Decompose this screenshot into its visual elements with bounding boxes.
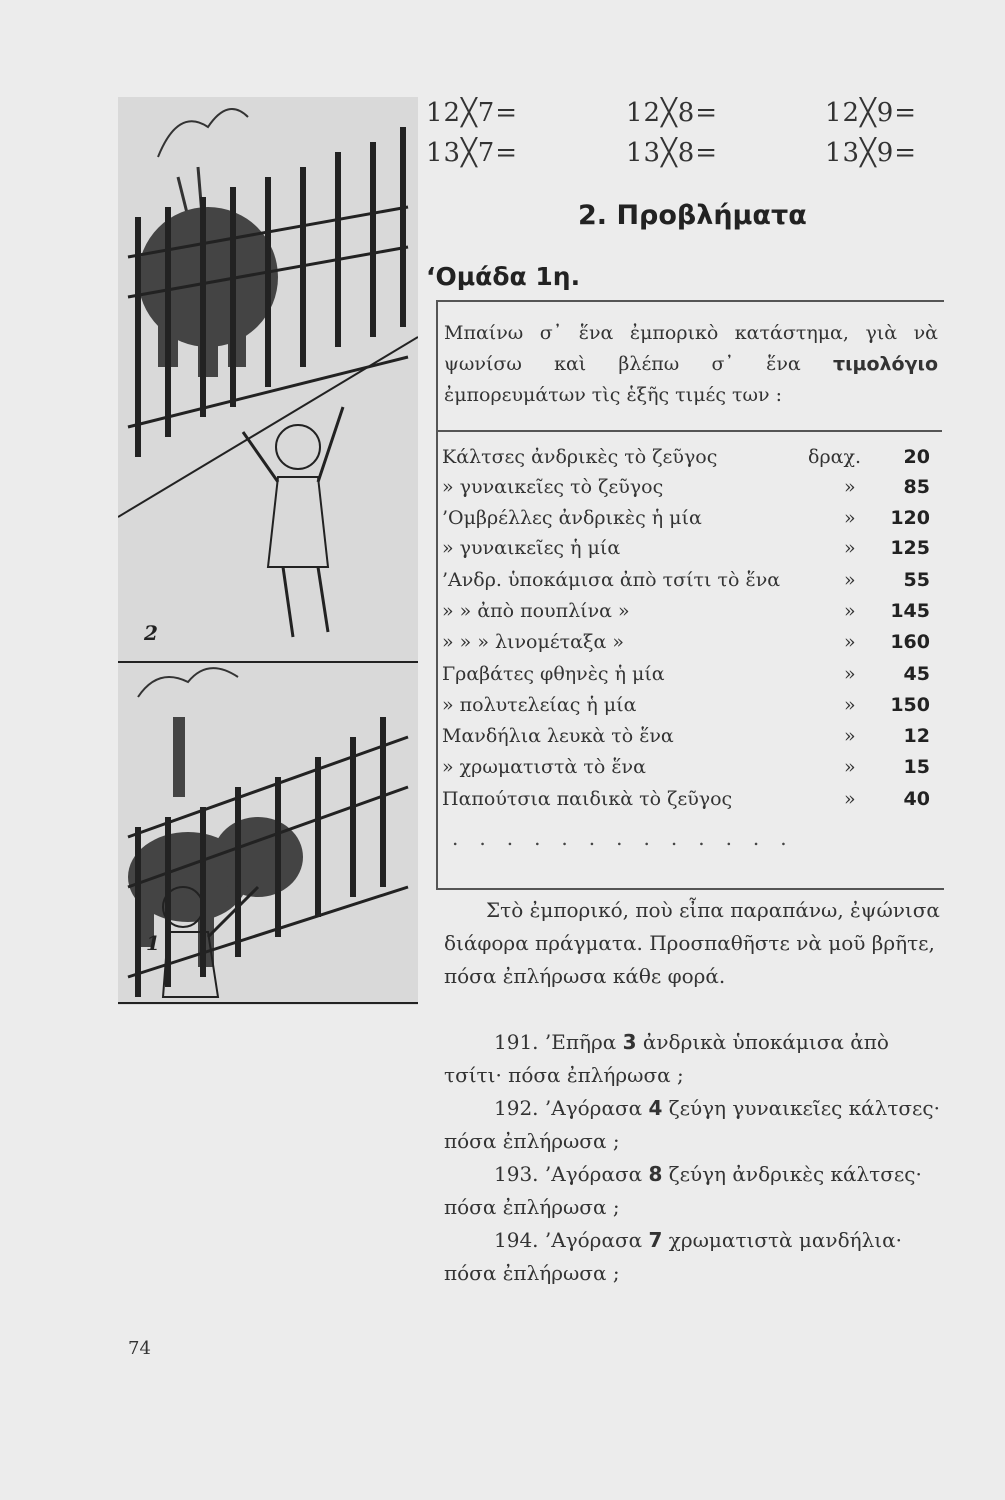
problem-bold: 7 <box>648 1228 663 1252</box>
price-row-unit: » <box>844 694 856 716</box>
problem-after: ζεύγη γυναικεῖες κάλτσες· πόσα ἐπλήρωσα ; <box>444 1096 940 1153</box>
problem-item <box>444 1092 944 1158</box>
price-row-item: Κάλτσες ἀνδρικὲς τὸ ζεῦγος <box>442 446 718 468</box>
problem-bold: 3 <box>622 1030 637 1054</box>
price-row-unit: » <box>844 631 856 653</box>
price-row-item: » πολυτελείας ἡ μία <box>442 694 637 716</box>
price-row-item: » γυναικεῖες τὸ ζεῦγος <box>442 476 664 498</box>
price-row-item: » » » λινομέταξα » <box>442 631 624 653</box>
price-row-item: Γραβάτες φθηνὲς ἡ μία <box>442 663 665 685</box>
price-row <box>442 600 932 630</box>
mult-13x8: 13╳8= <box>626 138 719 168</box>
problem-pnum: 191. <box>494 1030 539 1054</box>
price-row-unit: » <box>844 569 856 591</box>
panel-label-1: 1 <box>146 931 160 955</box>
price-row-price: 20 <box>903 446 930 468</box>
problem-after: ἀνδρικὰ ὑποκάμισα ἀπὸ τσίτι· πόσα ἐπλήρωσα ; <box>444 1030 889 1087</box>
price-row-item: ’Ομβρέλλες ἀνδρικὲς ἡ μία <box>442 507 702 529</box>
section-title: 2. Προβλήματα <box>578 200 807 231</box>
price-row <box>442 537 932 567</box>
problem-before: ’Αγόρασα <box>538 1228 649 1252</box>
price-row-price: 55 <box>903 569 930 591</box>
intro-text-1: Μπαίνω σ᾿ ἕνα ἐμπορικὸ κατάστημα, γιὰ νὰ ψωνίσω καὶ βλέπω σ᾿ ἕνα <box>444 322 938 375</box>
price-row <box>442 663 932 693</box>
problem-item <box>444 1224 944 1290</box>
price-row-price: 125 <box>890 537 930 559</box>
mult-12x8: 12╳8= <box>626 98 719 128</box>
price-row-item: ’Ανδρ. ὑποκάμισα ἀπὸ τσίτι τὸ ἕνα <box>442 569 781 591</box>
problem-item <box>444 1026 944 1092</box>
price-row <box>442 476 932 506</box>
intro-text-2: ἐμπορευμάτων τὶς ἑξῆς τιμές των : <box>444 384 783 406</box>
elephant-cage-illustration <box>118 97 418 1005</box>
price-row <box>442 569 932 599</box>
price-row-unit: » <box>844 663 856 685</box>
intro-bold-term: τιμολόγιο <box>832 353 938 375</box>
price-row-price: 160 <box>890 631 930 653</box>
panel-label-2: 2 <box>144 621 158 645</box>
price-row-price: 85 <box>903 476 930 498</box>
price-row-item: Παπούτσια παιδικὰ τὸ ζεῦγος <box>442 788 733 810</box>
price-row-unit: » <box>844 725 856 747</box>
price-row <box>442 446 932 476</box>
price-row-price: 150 <box>890 694 930 716</box>
price-row-unit: » <box>844 476 856 498</box>
problem-bold: 4 <box>648 1096 663 1120</box>
problem-before: ’Επῆρα <box>538 1030 623 1054</box>
price-row-unit: » <box>844 537 856 559</box>
problem-pnum: 192. <box>494 1096 539 1120</box>
price-row-unit: » <box>844 756 856 778</box>
problem-pnum: 194. <box>494 1228 539 1252</box>
price-row <box>442 725 932 755</box>
problem-before: ’Αγόρασα <box>538 1096 649 1120</box>
price-row-price: 145 <box>890 600 930 622</box>
problem-before: ’Αγόρασα <box>538 1162 649 1186</box>
price-row-unit: δραχ. <box>808 446 861 468</box>
price-row-item: » γυναικεῖες ἡ μία <box>442 537 621 559</box>
mult-12x7: 12╳7= <box>426 98 519 128</box>
group-title: ‘Ομάδα 1η. <box>426 262 581 291</box>
intro-paragraph: Στὸ ἐμπορικό, ποὺ εἶπα παραπάνω, ἐψώνισα διάφορα πράγματα. Προσπαθῆστε νὰ μοῦ βρῆτε, πόσα ἐπλήρωσα κάθε φορά. <box>444 898 940 988</box>
price-row-price: 40 <box>903 788 930 810</box>
price-row-item: » » ἀπὸ πουπλίνα » <box>442 600 630 622</box>
illustration-drawing <box>118 97 418 1005</box>
price-row-item: » χρωματιστὰ τὸ ἕνα <box>442 756 646 778</box>
price-row-unit: » <box>844 507 856 529</box>
page-number: 74 <box>128 1338 151 1359</box>
price-list-intro <box>444 318 938 411</box>
price-row <box>442 756 932 786</box>
problem-item <box>444 1158 944 1224</box>
mult-13x7: 13╳7= <box>426 138 519 168</box>
price-row-unit: » <box>844 600 856 622</box>
mult-13x9: 13╳9= <box>825 138 918 168</box>
price-row-price: 120 <box>890 507 930 529</box>
price-row-price: 12 <box>903 725 930 747</box>
price-row <box>442 507 932 537</box>
price-row-price: 45 <box>903 663 930 685</box>
mult-12x9: 12╳9= <box>825 98 918 128</box>
price-row <box>442 788 932 818</box>
price-row-unit: » <box>844 788 856 810</box>
problem-after: ζεύγη ἀνδρικὲς κάλτσες· πόσα ἐπλήρωσα ; <box>444 1162 922 1219</box>
problem-pnum: 193. <box>494 1162 539 1186</box>
price-row <box>442 631 932 661</box>
price-row-item: Μανδήλια λευκὰ τὸ ἕνα <box>442 725 674 747</box>
problem-after: χρωματιστὰ μανδήλια· πόσα ἐπλήρωσα ; <box>444 1228 902 1285</box>
price-row <box>442 694 932 724</box>
problem-bold: 8 <box>648 1162 663 1186</box>
price-list-dots: ............. <box>452 826 808 850</box>
price-row-price: 15 <box>903 756 930 778</box>
price-list-divider <box>436 430 942 432</box>
